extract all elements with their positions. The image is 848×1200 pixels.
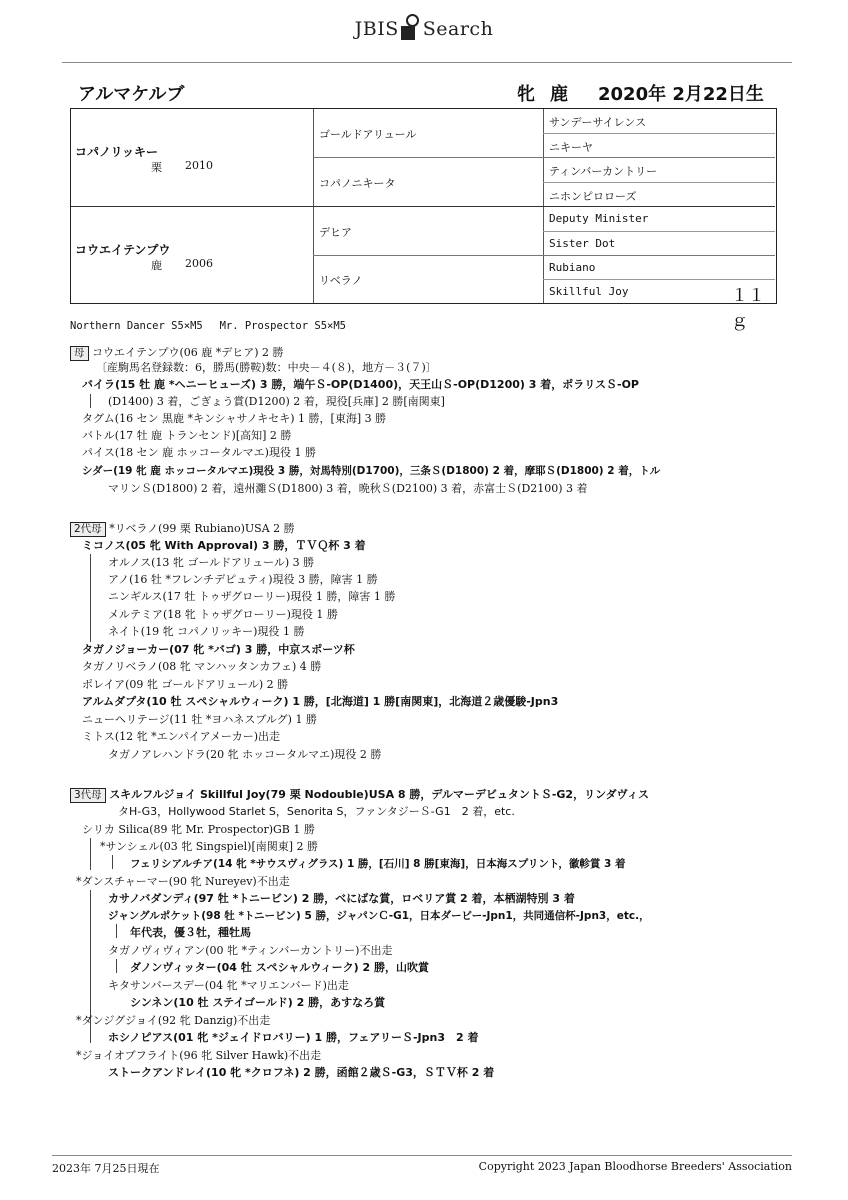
logo-text-left: JBIS: [354, 18, 399, 40]
progeny-line: ニンギルス(17 牡 トゥザグローリー)現役 1 勝，障害 1 勝: [108, 590, 396, 603]
progeny-line-cont: (D1400) 3 着，ごぎょう賞(D1200) 2 着，現役[兵庫] 2 勝[南関東]: [108, 395, 445, 408]
sire-year: 2010: [185, 159, 213, 172]
gen3-4: ニホンピロローズ: [549, 190, 637, 203]
horse-birth-date: 2020年 2月22日生: [598, 84, 764, 105]
progeny-line: シリカ Silica(89 牝 Mr. Prospector)GB 1 勝: [82, 823, 315, 836]
progeny-line: シンネン(10 牡 ステイゴールド) 2 勝，あすなろ賞: [130, 996, 386, 1009]
progeny-line: ミコノス(05 牝 With Approval) 3 勝，ＴＶＱ杯 3 着: [82, 539, 366, 552]
progeny-line: キタサンバースデー(04 牝 *マリエンバード)出走: [108, 979, 349, 992]
progeny-line: シダー(19 牝 鹿 ホッコータルマエ)現役 3 勝，対馬特別(D1700)，三条Ｓ(D1800) 2 着，摩耶Ｓ(D1800) 2 着，トル: [82, 465, 661, 477]
progeny-line-cont: 年代表，優３牡，種牡馬: [130, 926, 251, 939]
progeny-line: ニューヘリテージ(11 牡 *ヨハネスブルグ) 1 勝: [82, 713, 317, 726]
progeny-line: オルノス(13 牝 ゴールドアリュール) 3 勝: [108, 556, 315, 569]
sire-dam: コパノニキータ: [319, 177, 396, 190]
footer-copyright: Copyright 2023 Japan Bloodhorse Breeders' Association: [478, 1160, 792, 1173]
progeny-line: アルムダプタ(10 牡 スペシャルウィーク) 1 勝，[北海道] 1 勝[南関東]，北海道２歳優駿-Jpn3: [82, 695, 559, 708]
magnifier-box-icon: [400, 14, 422, 40]
section-tag-dam: 母: [70, 346, 89, 361]
horse-color: 鹿: [550, 84, 568, 105]
progeny-line-cont: マリンＳ(D1800) 2 着，遠州灘Ｓ(D1800) 3 着，晩秋Ｓ(D2100) 3 着，赤富士Ｓ(D2100) 3 着: [108, 482, 588, 495]
gen3-8: Skillful Joy: [549, 285, 629, 298]
footer-divider: [52, 1155, 792, 1156]
jbis-search-logo: [0, 14, 848, 40]
progeny-line: メルテミア(18 牝 トゥザグローリー)現役 1 勝: [108, 608, 338, 621]
progeny-line: *サンシェル(03 牝 Singspiel)[南関東] 2 勝: [100, 840, 319, 853]
gen3-line-cont: タH-G3，Hollywood Starlet S，Senorita S，ファンタジーＳ-G1 2 着，etc.: [118, 805, 515, 818]
dam-sire: デヒア: [319, 226, 352, 239]
progeny-line: *ダンジグジョイ(92 牝 Danzig)不出走: [76, 1014, 271, 1027]
progeny-line: パイス(18 セン 鹿 ホッコータルマエ)現役 1 勝: [82, 446, 316, 459]
gen3-2: ニキーヤ: [549, 141, 593, 154]
gen3-7: Rubiano: [549, 261, 596, 274]
progeny-line: タガノリベラノ(08 牝 マンハッタンカフェ) 4 勝: [82, 660, 322, 673]
gen2-line: *リベラノ(99 栗 Rubiano)USA 2 勝: [109, 522, 295, 535]
section-tag-gen2: 2代母: [70, 522, 106, 537]
progeny-line: ジャングルポケット(98 牡 *トニービン) 5 勝，ジャパンＣ-G1，日本ダービー-Jpn1，共同通信杯-Jpn3，etc.，: [108, 910, 650, 922]
dam-progeny-stats: 〔産駒馬名登録数：6，勝馬(勝鞍)数：中央－４(８)，地方－３(７)〕: [96, 361, 437, 374]
dam-year: 2006: [185, 257, 213, 270]
progeny-line: フェリシアルチア(14 牝 *サウスヴィグラス) 1 勝，[石川] 8 勝[東海]，日本海スプリント，徽軫賞 3 着: [130, 858, 626, 870]
progeny-line: ホシノピアス(01 牝 *ジェイドロバリー) 1 勝，フェアリーＳ-Jpn3 2 着: [108, 1031, 479, 1044]
dam-color: 鹿: [151, 259, 162, 272]
gen3-1: サンデーサイレンス: [549, 116, 647, 129]
progeny-line: *ジョイオブフライト(96 牝 Silver Hawk)不出走: [76, 1049, 322, 1062]
gen3-6: Sister Dot: [549, 237, 616, 250]
progeny-line: タガノアレハンドラ(20 牝 ホッコータルマエ)現役 2 勝: [108, 748, 382, 761]
dam-dam: リベラノ: [319, 274, 363, 287]
sire-name: コパノリッキー: [75, 145, 159, 159]
progeny-line: アノ(16 牡 *フレンチデピュティ)現役 3 勝，障害 1 勝: [108, 573, 378, 586]
dam-line: コウエイテンプウ(06 鹿 *デヒア) 2 勝: [92, 346, 284, 359]
progeny-line: タガノヴィヴィアン(00 牝 *ティンバーカントリー)不出走: [108, 944, 393, 957]
progeny-line: ダノンヴィッター(04 牡 スペシャルウィーク) 2 勝，山吹賞: [130, 961, 430, 974]
progeny-line: バイラ(15 牡 鹿 *ヘニーヒューズ) 3 勝，端午Ｓ-OP(D1400)，天王山Ｓ-OP(D1200) 3 着，ポラリスＳ-OP: [82, 378, 639, 391]
footer-date: 2023年 7月25日現在: [52, 1162, 160, 1175]
gen3-5: Deputy Minister: [549, 212, 649, 225]
sire-sire: ゴールドアリュール: [319, 128, 417, 141]
progeny-line: バトル(17 牡 鹿 トランセンド)[高知] 2 勝: [82, 429, 292, 442]
logo-text-right: Search: [422, 18, 494, 40]
gen3-3: ティンバーカントリー: [549, 165, 658, 178]
dam-name: コウエイテンプウ: [75, 243, 171, 257]
inbreeding-coefficient: １１ｇ: [731, 286, 765, 331]
inbreeding-summary: Northern Dancer S5×M5 Mr. Prospector S5×M5: [70, 320, 347, 332]
progeny-line: ミトス(12 牝 *エンパイアメーカー)出走: [82, 730, 280, 743]
horse-sex: 牝: [517, 84, 535, 105]
progeny-line: タガノジョーカー(07 牝 *バゴ) 3 勝，中京スポーツ杯: [82, 643, 355, 656]
gen3-line: スキルフルジョイ Skillful Joy(79 栗 Nodouble)USA 8 勝，デルマーデビュタントＳ-G2，リンダヴィス: [109, 788, 649, 801]
progeny-line: ポレイア(09 牝 ゴールドアリュール) 2 勝: [82, 678, 289, 691]
progeny-line: カサノバダンディ(97 牡 *トニービン) 2 勝，べにばな賞，ロベリア賞 2 着，本栖湖特別 3 着: [108, 892, 575, 905]
progeny-line: ネイト(19 牝 コパノリッキー)現役 1 勝: [108, 625, 305, 638]
horse-name: アルマケルブ: [78, 84, 185, 105]
section-tag-gen3: 3代母: [70, 788, 106, 803]
sire-color: 栗: [151, 161, 162, 174]
header-divider: [62, 62, 792, 63]
progeny-line: *ダンスチャーマー(90 牝 Nureyev)不出走: [76, 875, 290, 888]
progeny-line: ストークアンドレイ(10 牝 *クロフネ) 2 勝，函館２歳Ｓ-G3，ＳＴＶ杯 2 着: [108, 1066, 495, 1079]
progeny-line: タグム(16 セン 黒鹿 *キンシャサノキセキ) 1 勝，[東海] 3 勝: [82, 412, 387, 425]
